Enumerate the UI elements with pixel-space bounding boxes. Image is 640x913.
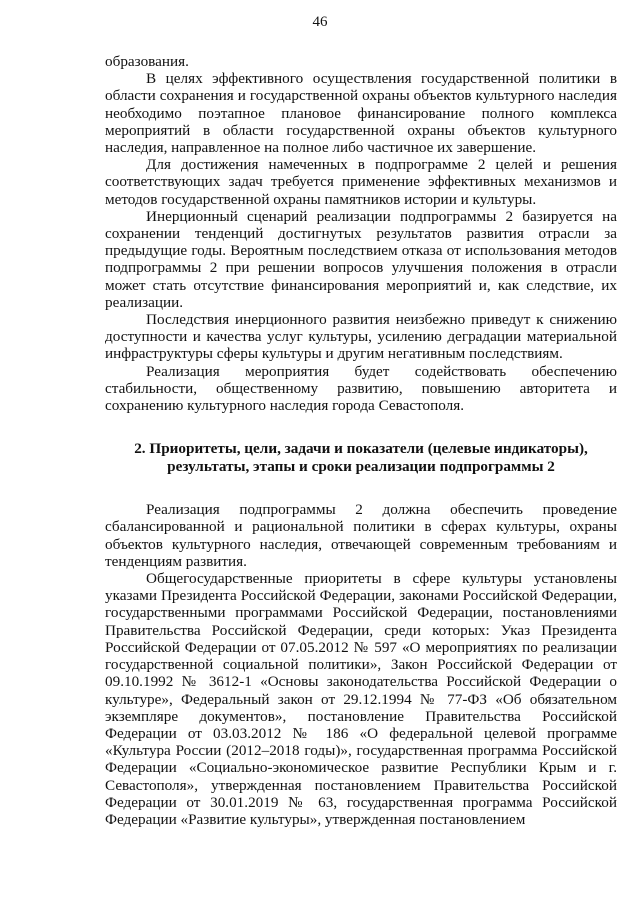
section-heading — [105, 440, 617, 475]
paragraph: В целях эффективного осуществления государственной политики в области сохранения и государственной охраны объектов культурного наследия необходимо поэтапное плановое финансирование полного комплекса мероприятий в области государственной охраны объектов культурного наследия, направленное на полное либо частичное их завершение. — [105, 70, 617, 157]
page-number: 46 — [312, 14, 328, 30]
paragraph: Реализация подпрограммы 2 должна обеспечить проведение сбалансированной и рациональной политики в сферах культуры, охраны объектов культурного наследия, отвечающей современным требованиям и тенденциям развития. — [105, 501, 617, 570]
paragraph: Для достижения намеченных в подпрограмме 2 целей и решения соответствующих задач требуется применение эффективных механизмов и методов государственной охраны памятников истории и культуры. — [105, 156, 617, 208]
paragraph: Реализация мероприятия будет содействовать обеспечению стабильности, общественному развитию, повышению авторитета и сохранению культурного наследия города Севастополя. — [105, 362, 617, 415]
paragraph: Общегосударственные приоритеты в сфере культуры установлены указами Президента Российской Федерации, законами Российской Федерации, государственными программами Российской Федерации, постановлениями Правительства Российской Федерации, среди которых: Указ Президента Российской Федерации от 07.05.2012 № 597 «О мероприятиях по реализации государственной социальной политики», Закон Российской Федерации от 09.10.1992 № 3612-1 «Основы законодательства Российской Федерации о культуре», Федеральный закон от 29.12.1994 № 77-ФЗ «Об обязательном экземпляре документов», постановление Правительства Российской Федерации от 03.03.2012 № 186 «О федеральной целевой программе «Культура России (2012–2018 годы)», государственная программа Российской Федерации «Социально-экономическое развитие Республики Крым и г. Севастополя», утвержденная постановлением Правительства Российской Федерации от 30.01.2019 № 63, государственная программа Российской Федерации «Развитие культуры», утвержденная постановлением — [105, 570, 617, 828]
paragraph-continuation: образования. — [105, 53, 189, 70]
section-title-line-2: результаты, этапы и сроки реализации подпрограммы 2 — [167, 457, 555, 475]
paragraph: Последствия инерционного развития неизбежно приведут к снижению доступности и качества услуг культуры, усилению деградации материальной инфраструктуры сферы культуры и другим негативным последствиям. — [105, 311, 617, 363]
paragraph: Инерционный сценарий реализации подпрограммы 2 базируется на сохранении тенденций достигнутых результатов развития отрасли за предыдущие годы. Вероятным последствием отказа от использования методов подпрограммы 2 при решении вопросов улучшения положения в отрасли может стать отсутствие финансирования мероприятий и, как следствие, их реализации. — [105, 207, 617, 311]
document-body — [105, 53, 617, 828]
section-title-line-1: 2. Приоритеты, цели, задачи и показатели (целевые индикаторы), — [134, 440, 588, 458]
